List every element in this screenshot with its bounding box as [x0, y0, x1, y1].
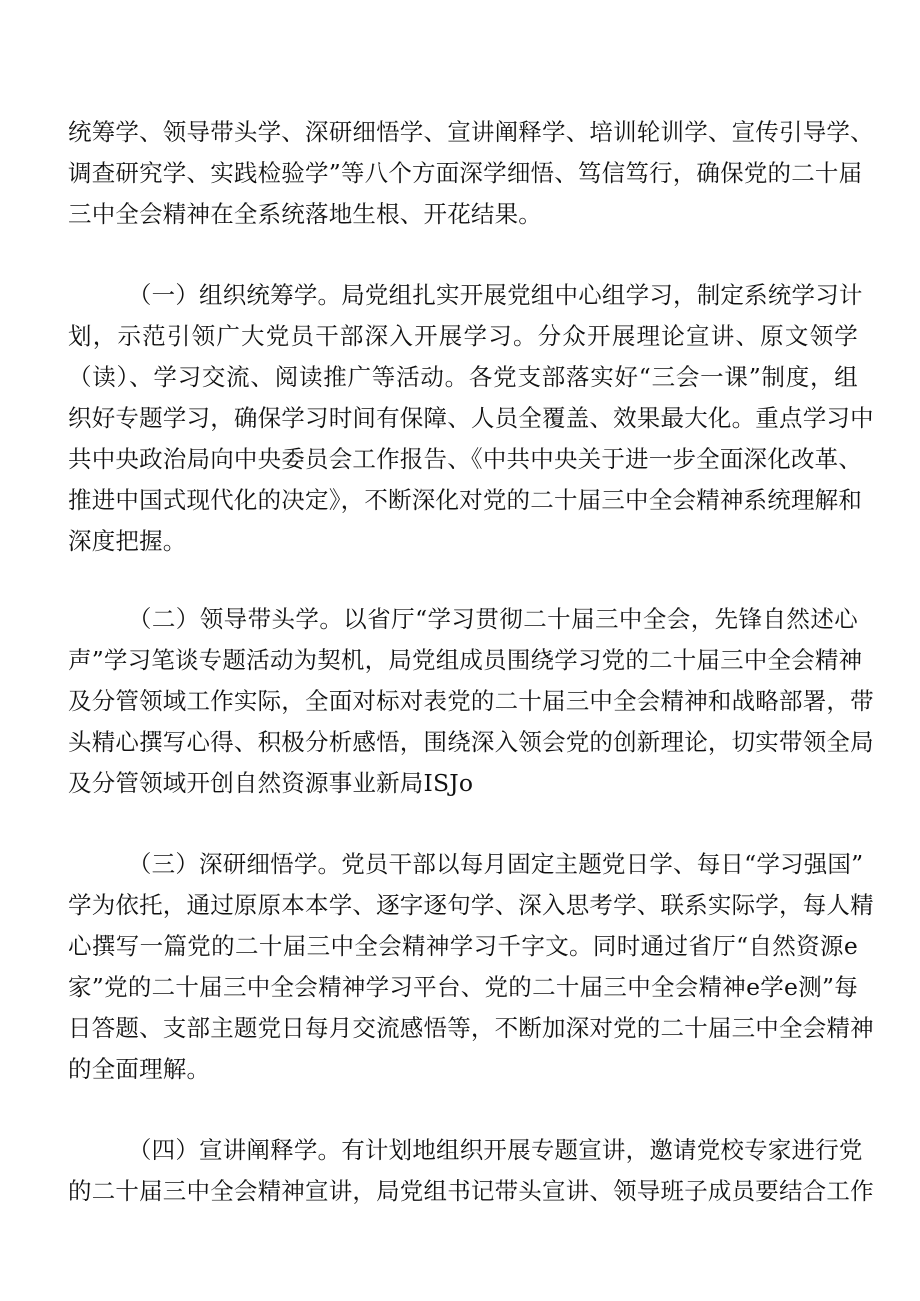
text-line: 三中全会精神在全系统落地生根、开花结果。 [68, 200, 542, 228]
text-line: 头精心撰写心得、积极分析感悟，围绕深入领会党的创新理论，切实带领全局 [68, 728, 874, 756]
text-line: 家”党的二十届三中全会精神学习平台、党的二十届三中全会精神e学e测”每 [68, 973, 858, 1001]
section-paragraph-4 [68, 1130, 874, 1212]
section-paragraph-1 [68, 275, 874, 562]
text-line: 学为依托，通过原原本本学、逐字逐句学、深入思考学、联系实际学，每人精 [68, 891, 874, 919]
text-line: 织好专题学习，确保学习时间有保障、人员全覆盖、效果最大化。重点学习中 [68, 404, 874, 432]
text-line: （三）深研细悟学。党员干部以每月固定主题党日学、每日“学习强国” [127, 850, 864, 878]
text-line: 推进中国式现代化的决定》，不断深化对党的二十届三中全会精神系统理解和 [68, 486, 863, 514]
section-paragraph-3 [68, 844, 874, 1090]
intro-paragraph [68, 112, 874, 235]
text-line: 调查研究学、实践检验学”等八个方面深学细悟、笃信笃行，确保党的二十届 [68, 159, 863, 187]
text-line: 深度把握。 [68, 527, 187, 555]
document-body [68, 112, 874, 1212]
section-paragraph-2 [68, 599, 874, 804]
text-line: 划，示范引领广大党员干部深入开展学习。分众开展理论宣讲、原文领学 [68, 322, 858, 350]
text-line: 的二十届三中全会精神宣讲，局党组书记带头宣讲、领导班子成员要结合工作 [68, 1177, 874, 1205]
text-line: （读）、学习交流、阅读推广等活动。各党支部落实好“三会一课”制度，组 [68, 363, 858, 391]
text-line: 统筹学、领导带头学、深研细悟学、宣讲阐释学、培训轮训学、宣传引导学、 [68, 118, 874, 146]
text-line: 日答题、支部主题党日每月交流感悟等，不断加深对党的二十届三中全会精神 [68, 1014, 874, 1042]
text-line: （二）领导带头学。以省厅“学习贯彻二十届三中全会，先锋自然述心 [127, 605, 858, 633]
text-line: 声”学习笔谈专题活动为契机，局党组成员围绕学习党的二十届三中全会精神 [68, 646, 863, 674]
text-line: 及分管领域开创自然资源事业新局ISJo [68, 769, 474, 797]
text-line: 共中央政治局向中央委员会工作报告、《中共中央关于进一步全面深化改革、 [68, 445, 863, 473]
text-line: 的全面理解。 [68, 1055, 211, 1083]
text-line: （四）宣讲阐释学。有计划地组织开展专题宣讲，邀请党校专家进行党 [127, 1136, 863, 1164]
text-line: 及分管领域工作实际，全面对标对表党的二十届三中全会精神和战略部署，带 [68, 687, 874, 715]
text-line: 心撰写一篇党的二十届三中全会精神学习千字文。同时通过省厅“自然资源e [68, 932, 858, 960]
text-line: （一）组织统筹学。局党组扎实开展党组中心组学习，制定系统学习计 [127, 281, 863, 309]
